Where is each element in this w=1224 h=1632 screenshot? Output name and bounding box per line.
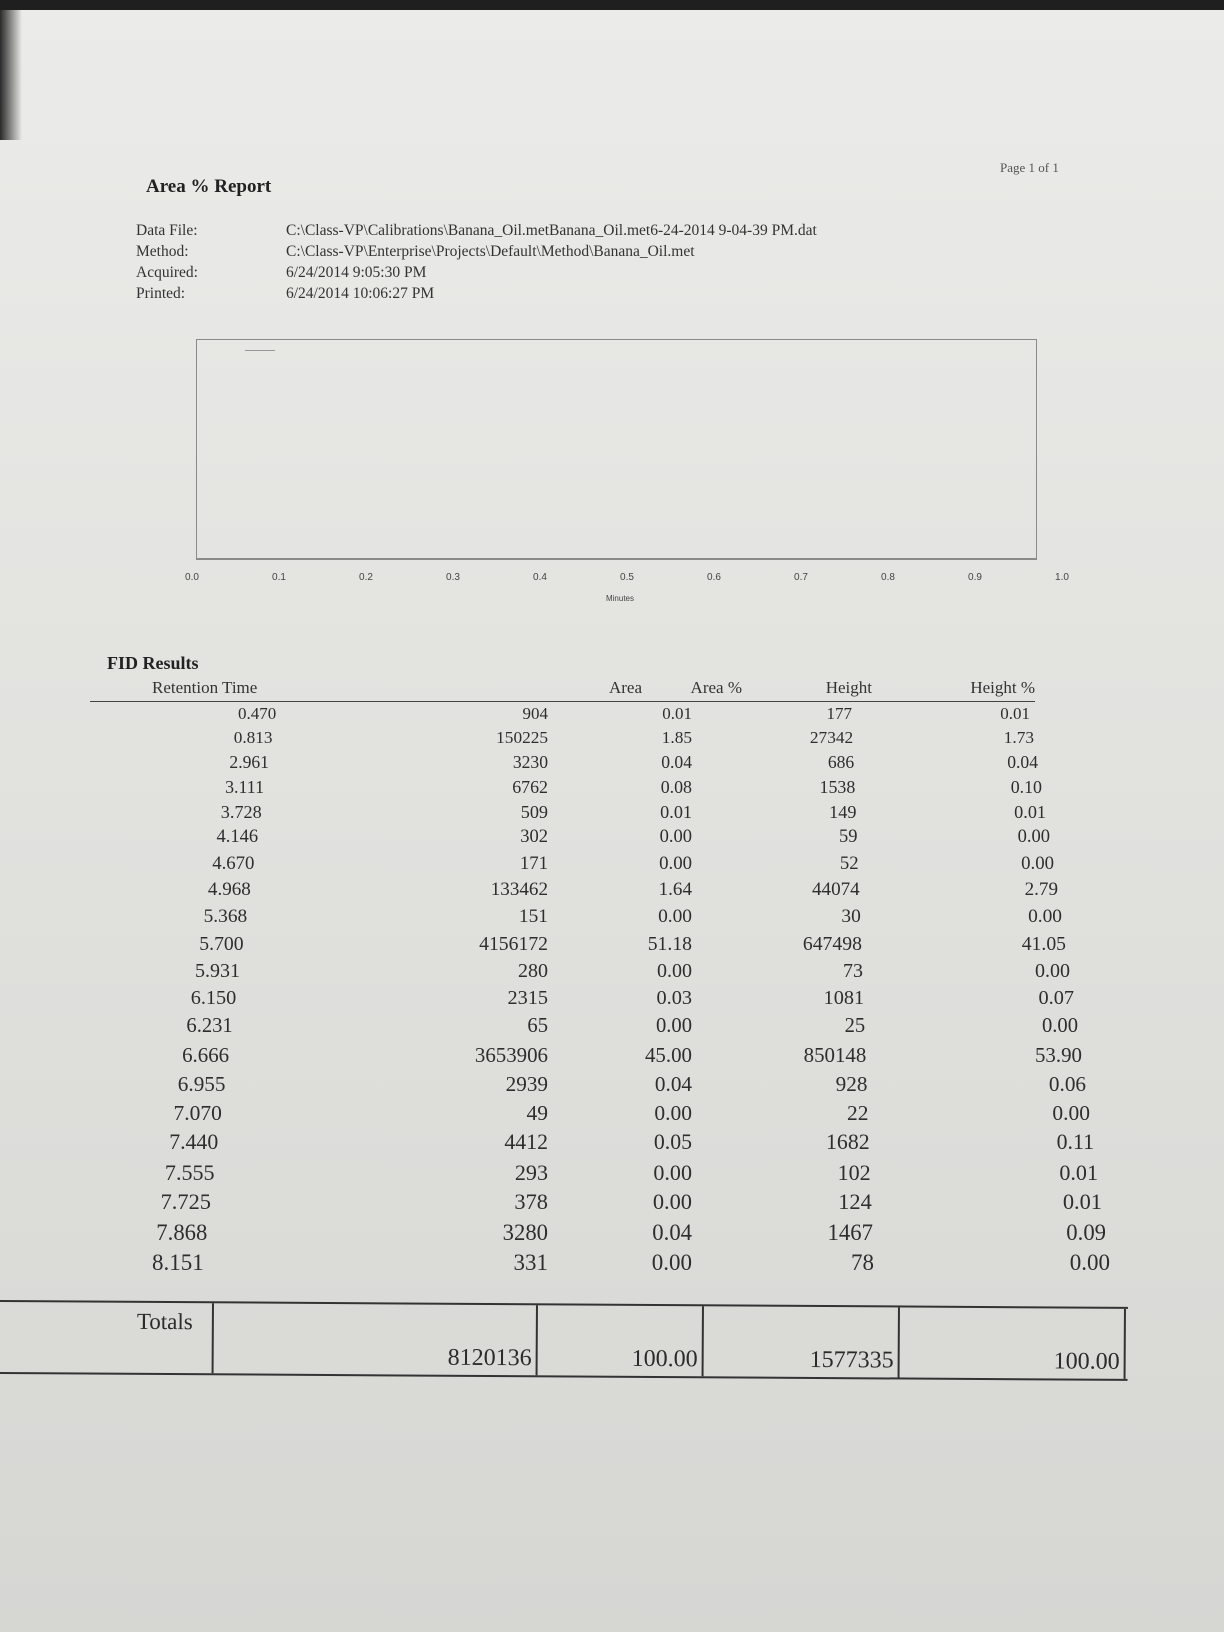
x-tick-label: 0.8	[881, 572, 895, 583]
page-number: Page 1 of 1	[1000, 160, 1059, 175]
cell-area-pct: 0.00	[652, 1189, 692, 1215]
x-tick-label: 0.4	[533, 572, 547, 583]
cell-retention-time: 7.868	[156, 1219, 208, 1245]
cell-area: 133462	[490, 879, 548, 901]
cell-area: 904	[522, 704, 548, 723]
cell-retention-time: 6.231	[186, 1015, 233, 1038]
meta-value: C:\Class-VP\Calibrations\Banana_Oil.metBanana_Oil.met6-24-2014 9-04-39 PM.dat	[286, 222, 817, 239]
table-row	[0, 1043, 1224, 1072]
x-axis-baseline	[196, 555, 1037, 560]
cell-retention-time: 6.955	[177, 1071, 226, 1096]
cell-retention-time: 5.931	[195, 959, 240, 982]
table-row	[0, 1101, 1224, 1130]
cell-height: 27342	[809, 728, 854, 747]
meta-label: Method:	[136, 243, 189, 260]
table-row	[0, 906, 1224, 933]
cell-height-pct: 0.09	[1066, 1219, 1106, 1245]
totals-divider	[536, 1305, 538, 1375]
x-tick-label: 0.0	[185, 572, 199, 583]
col-retention-time: Retention Time	[152, 678, 258, 697]
table-row	[0, 1250, 1224, 1281]
cell-height-pct: 0.07	[1038, 987, 1074, 1010]
cell-area-pct: 0.00	[655, 1015, 692, 1038]
x-tick-label: 0.3	[446, 572, 460, 583]
totals-divider	[1124, 1309, 1126, 1379]
cell-area: 3230	[512, 752, 548, 773]
meta-row-method	[136, 241, 817, 262]
cell-retention-time: 2.961	[229, 752, 269, 773]
cell-retention-time: 6.150	[190, 987, 237, 1010]
x-axis-label: Minutes	[605, 594, 635, 603]
chromatogram-plot	[196, 339, 1037, 559]
cell-area-pct: 0.01	[662, 704, 692, 723]
x-tick-label: 0.2	[359, 572, 373, 583]
cell-area-pct: 0.00	[651, 1250, 692, 1276]
table-row	[0, 752, 1224, 777]
meta-value: 6/24/2014 9:05:30 PM	[286, 264, 427, 281]
cell-retention-time: 7.440	[169, 1129, 219, 1154]
x-tick-label: 1.0	[1055, 572, 1069, 583]
cell-area-pct: 0.00	[659, 853, 692, 875]
cell-retention-time: 0.470	[238, 704, 277, 723]
cell-height: 52	[839, 853, 859, 875]
cell-height-pct: 0.00	[1069, 1250, 1110, 1276]
cell-height-pct: 0.00	[1035, 959, 1070, 982]
meta-label: Data File:	[136, 222, 198, 239]
meta-row-printed	[136, 283, 817, 304]
cell-area: 49	[526, 1100, 548, 1125]
cell-area: 509	[520, 802, 548, 823]
meta-label: Printed:	[136, 285, 186, 302]
cell-height: 149	[829, 802, 857, 823]
cell-retention-time: 7.555	[164, 1159, 215, 1185]
meta-row-data-file	[136, 220, 817, 241]
cell-height-pct: 0.01	[1059, 1159, 1098, 1185]
cell-area-pct: 0.04	[654, 1071, 692, 1096]
table-row	[0, 1189, 1224, 1219]
cell-height: 59	[839, 827, 858, 848]
cell-height-pct: 0.04	[1007, 752, 1038, 773]
cell-height-pct: 0.00	[1021, 853, 1054, 875]
cell-area: 151	[518, 905, 548, 927]
cell-area-pct: 0.00	[658, 905, 692, 927]
x-tick-label: 0.5	[620, 572, 634, 583]
table-header	[90, 676, 1035, 702]
cell-retention-time: 7.725	[160, 1189, 211, 1215]
cell-area-pct: 0.00	[657, 959, 692, 982]
cell-height: 647498	[802, 932, 862, 955]
x-tick-label: 0.9	[968, 572, 982, 583]
table-row	[0, 879, 1224, 905]
table-row	[0, 728, 1224, 752]
totals-area-pct: 100.00	[631, 1345, 698, 1373]
cell-height-pct: 0.11	[1056, 1129, 1094, 1154]
totals-divider	[702, 1306, 704, 1376]
cell-height-pct: 0.00	[1052, 1100, 1090, 1125]
fid-results-title: FID Results	[107, 653, 199, 673]
table-row	[0, 777, 1224, 802]
x-tick-label: 0.6	[707, 572, 721, 583]
cell-height-pct: 0.06	[1048, 1071, 1086, 1096]
col-height-pct: Height %	[970, 678, 1035, 697]
cell-area: 3653906	[474, 1043, 548, 1068]
cell-height-pct: 1.73	[1003, 728, 1034, 747]
cell-height-pct: 2.79	[1024, 879, 1058, 901]
cell-retention-time: 7.070	[173, 1100, 222, 1125]
col-height: Height	[825, 678, 872, 697]
cell-area: 302	[520, 827, 548, 848]
totals-row	[0, 1300, 1128, 1381]
meta-value: 6/24/2014 10:06:27 PM	[286, 285, 435, 302]
totals-divider	[212, 1303, 214, 1373]
cell-area: 293	[514, 1159, 548, 1185]
cell-retention-time: 0.813	[233, 728, 273, 747]
totals-area: 8120136	[447, 1344, 532, 1372]
cell-height-pct: 0.01	[1000, 704, 1030, 723]
report-title: Area % Report	[146, 176, 272, 197]
cell-height-pct: 0.00	[1041, 1015, 1078, 1038]
cell-height-pct: 0.01	[1014, 802, 1046, 823]
meta-label: Acquired:	[136, 264, 198, 281]
cell-area: 4412	[504, 1129, 548, 1154]
cell-area: 2315	[507, 987, 548, 1010]
cell-area-pct: 0.04	[652, 1219, 692, 1245]
x-tick-label: 0.7	[794, 572, 808, 583]
cell-height-pct: 41.05	[1021, 932, 1066, 955]
cell-area-pct: 0.08	[660, 777, 692, 798]
cell-height: 78	[851, 1250, 874, 1276]
cell-height-pct: 53.90	[1034, 1043, 1082, 1068]
cell-area: 280	[518, 959, 548, 982]
cell-area: 6762	[512, 777, 548, 798]
x-tick-label: 0.1	[272, 572, 286, 583]
cell-area-pct: 51.18	[647, 932, 692, 955]
table-row	[0, 1130, 1224, 1160]
cell-area-pct: 0.03	[656, 987, 692, 1010]
cell-height: 1682	[826, 1129, 870, 1154]
cell-height: 25	[844, 1015, 866, 1038]
report-metadata	[136, 220, 817, 304]
cell-height: 1538	[819, 777, 856, 798]
table-row	[0, 1160, 1224, 1190]
totals-label: Totals	[136, 1308, 193, 1335]
cell-height: 1081	[823, 987, 865, 1010]
cell-retention-time: 3.728	[220, 802, 262, 823]
cell-area: 2939	[505, 1071, 548, 1096]
page-shadow	[0, 10, 22, 140]
cell-retention-time: 4.670	[212, 853, 255, 875]
cell-height: 22	[847, 1100, 869, 1125]
table-row	[0, 827, 1224, 853]
cell-retention-time: 5.368	[203, 905, 248, 927]
table-row	[0, 704, 1224, 728]
cell-height: 30	[841, 905, 861, 927]
totals-height-pct: 100.00	[1053, 1348, 1120, 1375]
cell-height-pct: 0.00	[1028, 905, 1062, 927]
col-area: Area	[608, 678, 642, 697]
cell-height: 102	[837, 1159, 871, 1185]
cell-area: 378	[514, 1189, 548, 1215]
table-row	[0, 987, 1224, 1015]
cell-area: 171	[519, 853, 548, 875]
cell-area-pct: 0.00	[654, 1100, 692, 1125]
cell-area: 150225	[496, 728, 548, 747]
cell-area-pct: 0.00	[653, 1159, 692, 1185]
cell-height: 928	[835, 1071, 868, 1096]
cell-height-pct: 0.01	[1062, 1189, 1102, 1215]
cell-area-pct: 0.01	[660, 802, 692, 823]
table-row	[0, 802, 1224, 827]
table-row	[0, 933, 1224, 960]
table-row	[0, 1072, 1224, 1101]
cell-retention-time: 3.111	[225, 777, 265, 798]
cell-area-pct: 1.64	[658, 879, 692, 901]
cell-area: 65	[527, 1015, 548, 1038]
cell-area-pct: 1.85	[661, 728, 692, 747]
meta-value: C:\Class-VP\Enterprise\Projects\Default\Method\Banana_Oil.met	[286, 243, 695, 260]
table-row	[0, 960, 1224, 988]
cell-height: 686	[827, 752, 855, 773]
cell-area-pct: 0.04	[661, 752, 692, 773]
cell-area-pct: 0.00	[659, 827, 692, 848]
table-row	[0, 1015, 1224, 1043]
cell-height-pct: 0.00	[1017, 827, 1050, 848]
totals-divider	[898, 1307, 900, 1377]
cell-retention-time: 5.700	[199, 932, 244, 955]
cell-retention-time: 8.151	[152, 1250, 204, 1276]
chromatogram-trace	[245, 350, 275, 351]
cell-height: 124	[838, 1189, 872, 1215]
cell-area-pct: 0.05	[653, 1129, 692, 1154]
cell-height: 850148	[803, 1043, 867, 1068]
cell-area: 331	[513, 1250, 548, 1276]
cell-height: 1467	[827, 1219, 873, 1245]
cell-height: 177	[826, 704, 852, 723]
col-area-pct: Area %	[690, 678, 742, 697]
cell-height-pct: 0.10	[1010, 777, 1042, 798]
table-row	[0, 853, 1224, 879]
totals-height: 1577335	[809, 1346, 894, 1374]
cell-height: 73	[843, 959, 863, 982]
cell-retention-time: 6.666	[182, 1043, 230, 1068]
meta-row-acquired	[136, 262, 817, 283]
cell-height: 44074	[811, 879, 860, 901]
cell-retention-time: 4.146	[216, 827, 259, 848]
results-table	[0, 704, 1224, 1281]
cell-retention-time: 4.968	[207, 879, 251, 901]
table-row	[0, 1220, 1224, 1251]
cell-area-pct: 45.00	[644, 1043, 692, 1068]
cell-area: 3280	[502, 1219, 548, 1245]
report-page	[0, 10, 1224, 1632]
cell-area: 4156172	[479, 932, 548, 955]
